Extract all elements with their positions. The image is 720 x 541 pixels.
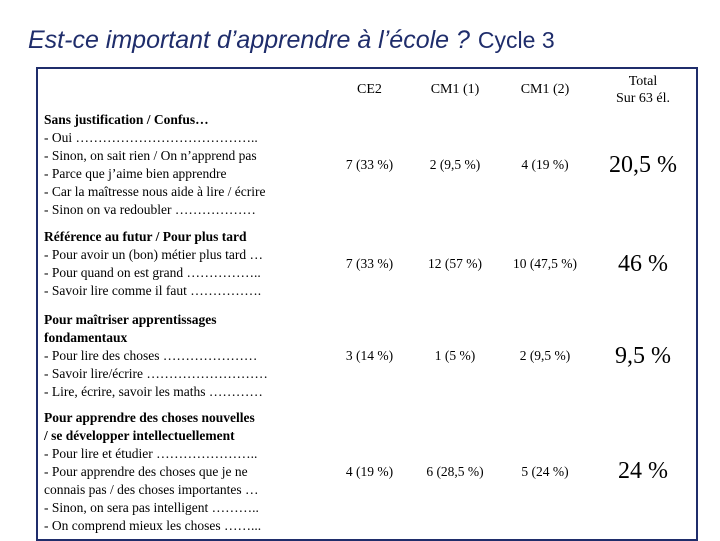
title-main: Est-ce important d’apprendre à l’école ?	[28, 26, 470, 54]
table-row	[37, 308, 697, 404]
row-line: - Pour lire des choses …………………	[44, 348, 258, 363]
header-empty	[37, 68, 329, 110]
cell-ce2: 3 (14 %)	[345, 348, 394, 363]
header-cm1-2: CM1 (2)	[520, 81, 570, 97]
results-table	[36, 67, 698, 541]
header-total	[590, 68, 697, 110]
row-line: - Savoir lire/écrire ………………………	[44, 366, 268, 381]
row-description	[37, 404, 329, 540]
header-total-line2: Sur 63 él.	[615, 90, 671, 106]
header-row	[37, 68, 697, 110]
row-line: - Savoir lire comme il faut …………….	[44, 283, 262, 298]
cell-total: 46 %	[618, 250, 668, 277]
cell-total: 24 %	[618, 458, 668, 484]
row-line: - Oui …………………………………..	[44, 130, 258, 145]
row-line: - Pour apprendre des choses que je ne	[44, 463, 248, 479]
cell-total: 9,5 %	[615, 342, 671, 369]
cell-ce2: 7 (33 %)	[345, 157, 394, 172]
row-lead: Référence au futur / Pour plus tard	[44, 229, 247, 244]
row-description	[37, 220, 329, 308]
row-line: - Pour lire et étudier …………………..	[44, 445, 258, 461]
cell-cm1-2: 10 (47,5 %)	[512, 256, 578, 271]
cell-ce2: 7 (33 %)	[345, 256, 394, 271]
row-lead-2: / se développer intellectuellement	[44, 427, 235, 443]
row-line: connais pas / des choses importantes …	[44, 481, 259, 497]
row-line: - Pour quand on est grand ……………..	[44, 265, 261, 280]
title-cycle: Cycle 3	[477, 27, 555, 53]
cell-cm1-2: 5 (24 %)	[521, 463, 569, 479]
row-line: - Sinon on va redoubler ………………	[44, 202, 256, 217]
cell-cm1-1: 6 (28,5 %)	[426, 463, 484, 479]
table-row	[37, 220, 697, 308]
cell-cm1-2: 2 (9,5 %)	[519, 348, 571, 363]
header-ce2: CE2	[357, 81, 382, 97]
row-line: - Car la maîtresse nous aide à lire / écrire	[44, 184, 266, 199]
row-lead-2: fondamentaux	[44, 330, 128, 345]
cell-total: 20,5 %	[609, 151, 677, 178]
row-line: - Sinon, on sera pas intelligent ………..	[44, 499, 259, 515]
cell-cm1-1: 12 (57 %)	[428, 256, 482, 271]
row-lead: Pour maîtriser apprentissages	[44, 312, 217, 327]
row-lead: Pour apprendre des choses nouvelles	[44, 409, 255, 425]
row-line: - Sinon, on sait rien / On n’apprend pas	[44, 148, 257, 163]
header-total-line1: Total	[628, 73, 658, 89]
row-description	[37, 110, 329, 220]
cell-cm1-1: 2 (9,5 %)	[429, 157, 481, 172]
row-line: - Pour avoir un (bon) métier plus tard …	[44, 247, 263, 262]
row-line: - Lire, écrire, savoir les maths …………	[44, 384, 263, 399]
row-description	[37, 308, 329, 404]
page-title	[28, 26, 720, 60]
header-cm1-1: CM1 (1)	[430, 81, 480, 97]
table-row	[37, 110, 697, 220]
row-line: - Parce que j’aime bien apprendre	[44, 166, 227, 181]
row-line: - On comprend mieux les choses ……...	[44, 517, 262, 533]
row-lead: Sans justification / Confus…	[44, 112, 209, 127]
cell-ce2: 4 (19 %)	[345, 463, 394, 479]
table-row	[37, 404, 697, 540]
cell-cm1-2: 4 (19 %)	[521, 157, 569, 172]
cell-cm1-1: 1 (5 %)	[434, 348, 476, 363]
